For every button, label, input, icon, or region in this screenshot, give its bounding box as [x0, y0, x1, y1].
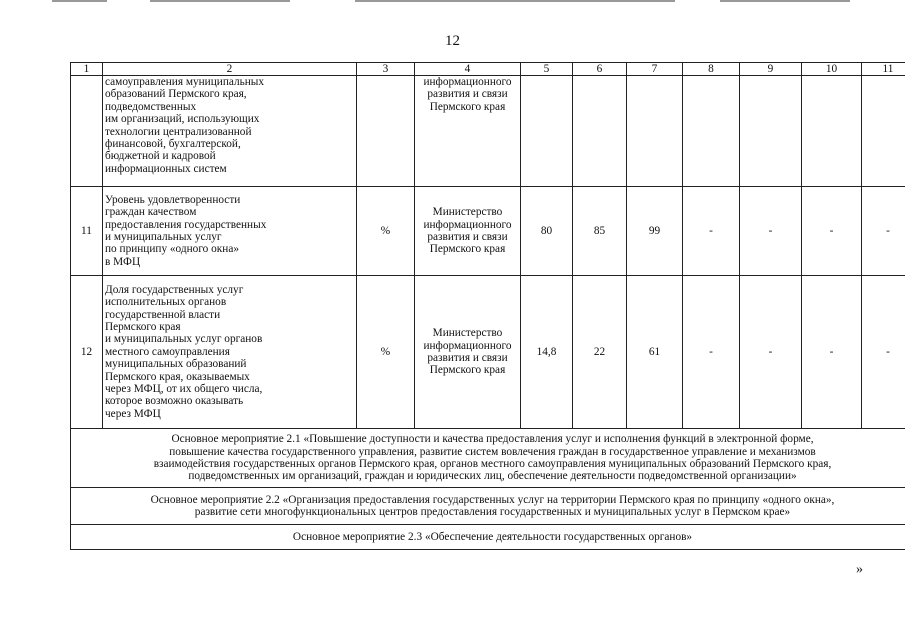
responsible-cell [415, 276, 521, 429]
measure-line: Основное мероприятие 2.1 «Повышение доступности и качества предоставления услуг и исполнения функций в электронной форме, [171, 433, 814, 446]
indicator-line: подведомственных [105, 100, 197, 113]
unit-cell [357, 76, 415, 187]
column-header: 8 [683, 63, 740, 76]
table-row [71, 276, 905, 429]
indicator-line: им организаций, использующих [105, 113, 260, 126]
measure-line: взаимодействия государственных органов Пермского края, органов местного самоуправления муниципальных образований Пермского края, [153, 458, 832, 470]
indicator-line: муниципальных образований [105, 358, 247, 371]
value-cell: - [740, 276, 802, 429]
value-cell: - [862, 187, 905, 276]
unit-cell: % [357, 276, 415, 429]
indicator-line: государственной власти [105, 308, 221, 321]
responsible-line: Министерство [432, 206, 503, 219]
indicators-table [70, 62, 905, 550]
responsible-line: Пермского края [429, 364, 506, 377]
indicator-cell [103, 276, 357, 429]
indicator-line: Уровень удовлетворенности [105, 193, 241, 206]
scan-edge-line [355, 0, 675, 2]
indicator-cell [103, 187, 357, 276]
value-cell [521, 76, 573, 187]
indicator-line: Пермского края, оказываемых [105, 370, 250, 383]
value-cell [627, 76, 683, 187]
column-header: 5 [521, 63, 573, 76]
indicator-line: в МФЦ [105, 255, 141, 268]
value-cell: 80 [521, 187, 573, 276]
column-header: 11 [862, 63, 905, 76]
measure-line: подведомственных им организаций, граждан и юридических лиц, обеспечение деятельности подведомственной организации» [188, 470, 797, 483]
measure-line: повышение качества государственного управления, развитие систем вовлечения граждан в государственное управление и механизмов [169, 445, 816, 458]
row-number: 12 [71, 276, 103, 429]
column-header: 6 [573, 63, 627, 76]
responsible-line: Министерство [432, 327, 503, 340]
column-header: 2 [103, 63, 357, 76]
indicator-line: и муниципальных услуг органов [105, 333, 263, 346]
scan-edge-line [150, 0, 290, 2]
value-cell: - [683, 187, 740, 276]
column-header: 4 [415, 63, 521, 76]
indicator-cell [103, 76, 357, 187]
responsible-cell [415, 76, 521, 187]
value-cell: - [802, 187, 862, 276]
indicator-line: через МФЦ, от их общего числа, [105, 383, 263, 396]
indicator-line: бюджетной и кадровой [105, 150, 216, 163]
responsible-line: информационного [423, 339, 512, 352]
value-cell [862, 76, 905, 187]
measure-cell [71, 488, 905, 525]
indicator-line: исполнительных органов [105, 296, 227, 309]
measure-row [71, 429, 905, 488]
responsible-line: развития и связи [427, 88, 508, 101]
page-number: 12 [445, 33, 460, 49]
value-cell [802, 76, 862, 187]
indicator-line: предоставления государственных [105, 218, 267, 231]
indicator-line: по принципу «одного окна» [105, 243, 239, 256]
indicator-line: которое возможно оказывать [105, 395, 244, 408]
measure-row [71, 525, 905, 550]
responsible-line: Пермского края [429, 243, 506, 256]
value-cell: - [740, 187, 802, 276]
value-cell: 85 [573, 187, 627, 276]
scan-edge-line [52, 0, 107, 2]
column-header: 7 [627, 63, 683, 76]
responsible-cell [415, 187, 521, 276]
responsible-line: развития и связи [427, 352, 508, 364]
indicator-line: граждан качеством [105, 206, 197, 219]
indicator-line: образований Пермского края, [105, 88, 247, 101]
responsible-line: развития и связи [427, 231, 508, 243]
table-header-row [71, 63, 905, 76]
value-cell: 14,8 [521, 276, 573, 429]
value-cell: 22 [573, 276, 627, 429]
measure-cell [71, 429, 905, 488]
value-cell: - [802, 276, 862, 429]
value-cell: - [683, 276, 740, 429]
table-row [71, 76, 905, 187]
indicator-line: через МФЦ [105, 407, 161, 420]
indicator-line: технологии централизованной [105, 125, 252, 138]
value-cell: 61 [627, 276, 683, 429]
indicator-line: местного самоуправления [105, 345, 230, 358]
scan-edge-line [720, 0, 850, 2]
row-number [71, 76, 103, 187]
responsible-line: Пермского края [429, 100, 506, 113]
unit-cell: % [357, 187, 415, 276]
measure-cell [71, 525, 905, 550]
measure-line: Основное мероприятие 2.3 «Обеспечение деятельности государственных органов» [292, 530, 693, 543]
column-header: 10 [802, 63, 862, 76]
indicator-line: информационных систем [105, 162, 227, 175]
indicator-line: самоуправления муниципальных [105, 76, 265, 88]
indicator-line: Доля государственных услуг [105, 283, 244, 296]
responsible-line: информационного [423, 218, 512, 231]
value-cell [740, 76, 802, 187]
measure-line: развитие сети многофункциональных центров предоставления государственных и муниципальных услуг в Пермском крае» [194, 506, 791, 518]
indicator-line: Пермского края [105, 320, 181, 333]
closing-quote-mark: » [856, 562, 863, 577]
measure-row [71, 488, 905, 525]
value-cell [573, 76, 627, 187]
column-header: 3 [357, 63, 415, 76]
row-number: 11 [71, 187, 103, 276]
column-header: 1 [71, 63, 103, 76]
table-row [71, 187, 905, 276]
column-header: 9 [740, 63, 802, 76]
value-cell: - [862, 276, 905, 429]
value-cell: 99 [627, 187, 683, 276]
indicator-line: и муниципальных услуг [105, 231, 222, 243]
responsible-line: информационного [423, 76, 512, 88]
value-cell [683, 76, 740, 187]
indicator-line: финансовой, бухгалтерской, [105, 138, 241, 151]
measure-line: Основное мероприятие 2.2 «Организация предоставления государственных услуг на территории Пермского края по принципу «одного окна», [150, 493, 835, 506]
